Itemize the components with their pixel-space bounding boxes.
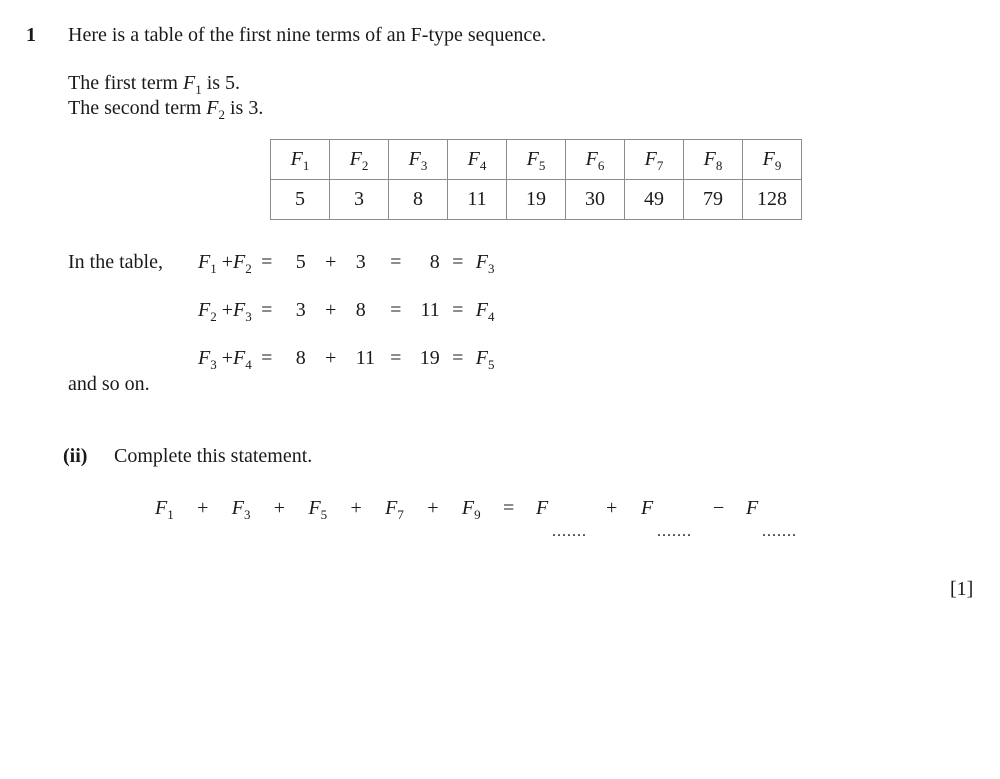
header-cell: $F_5$: [507, 140, 566, 180]
working-row-2: $F_2 +F_3 = 3 + 8 = 11 = F_4$: [198, 299, 495, 324]
value-cell: 3: [330, 180, 389, 220]
part-instruction: Complete this statement.: [114, 445, 313, 467]
value-cell: 79: [684, 180, 743, 220]
statement-plus: +: [606, 497, 618, 519]
answer-blank-1[interactable]: .......: [552, 523, 587, 540]
header-cell: $F_1$: [271, 140, 330, 180]
header-cell: $F_7$: [625, 140, 684, 180]
header-cell: $F_9$: [743, 140, 802, 180]
question-intro: Here is a table of the first nine terms of an F-type sequence.: [68, 24, 547, 46]
answer-blank-3[interactable]: .......: [762, 523, 797, 540]
header-cell: $F_3$: [389, 140, 448, 180]
header-cell: $F_6$: [566, 140, 625, 180]
value-cell: 8: [389, 180, 448, 220]
header-cell: $F_2$: [330, 140, 389, 180]
working-label: In the table,: [68, 251, 163, 273]
part-label: (ii): [63, 445, 88, 467]
marks: [1]: [950, 578, 974, 600]
statement-minus: −: [713, 497, 725, 519]
table-header-row: [271, 140, 802, 180]
statement-rhs-term-1: F: [536, 497, 549, 519]
working-row-1: $F_1 +F_2 = 5 + 3 = 8 = F_3$: [198, 251, 495, 276]
working-row-3: $F_3 +F_4 = 8 + 11 = 19 = F_5$: [198, 347, 495, 372]
statement-rhs-term-3: F: [746, 497, 759, 519]
question-number: 1: [26, 24, 36, 46]
value-cell: 30: [566, 180, 625, 220]
header-cell: $F_4$: [448, 140, 507, 180]
header-cell: $F_8$: [684, 140, 743, 180]
statement-lhs: $F_1 + F_3 + F_5 + F_7 + F_9$ =: [155, 497, 515, 522]
sequence-table: [270, 139, 802, 220]
and-so-on: and so on.: [68, 373, 150, 395]
value-cell: 5: [271, 180, 330, 220]
value-cell: 11: [448, 180, 507, 220]
first-term-statement: The first term $F_1$ is 5.: [68, 72, 241, 97]
second-term-statement: The second term $F_2$ is 3.: [68, 97, 264, 122]
answer-blank-2[interactable]: .......: [657, 523, 692, 540]
table-value-row: [271, 180, 802, 220]
statement-rhs-term-2: F: [641, 497, 654, 519]
value-cell: 19: [507, 180, 566, 220]
value-cell: 49: [625, 180, 684, 220]
value-cell: 128: [743, 180, 802, 220]
